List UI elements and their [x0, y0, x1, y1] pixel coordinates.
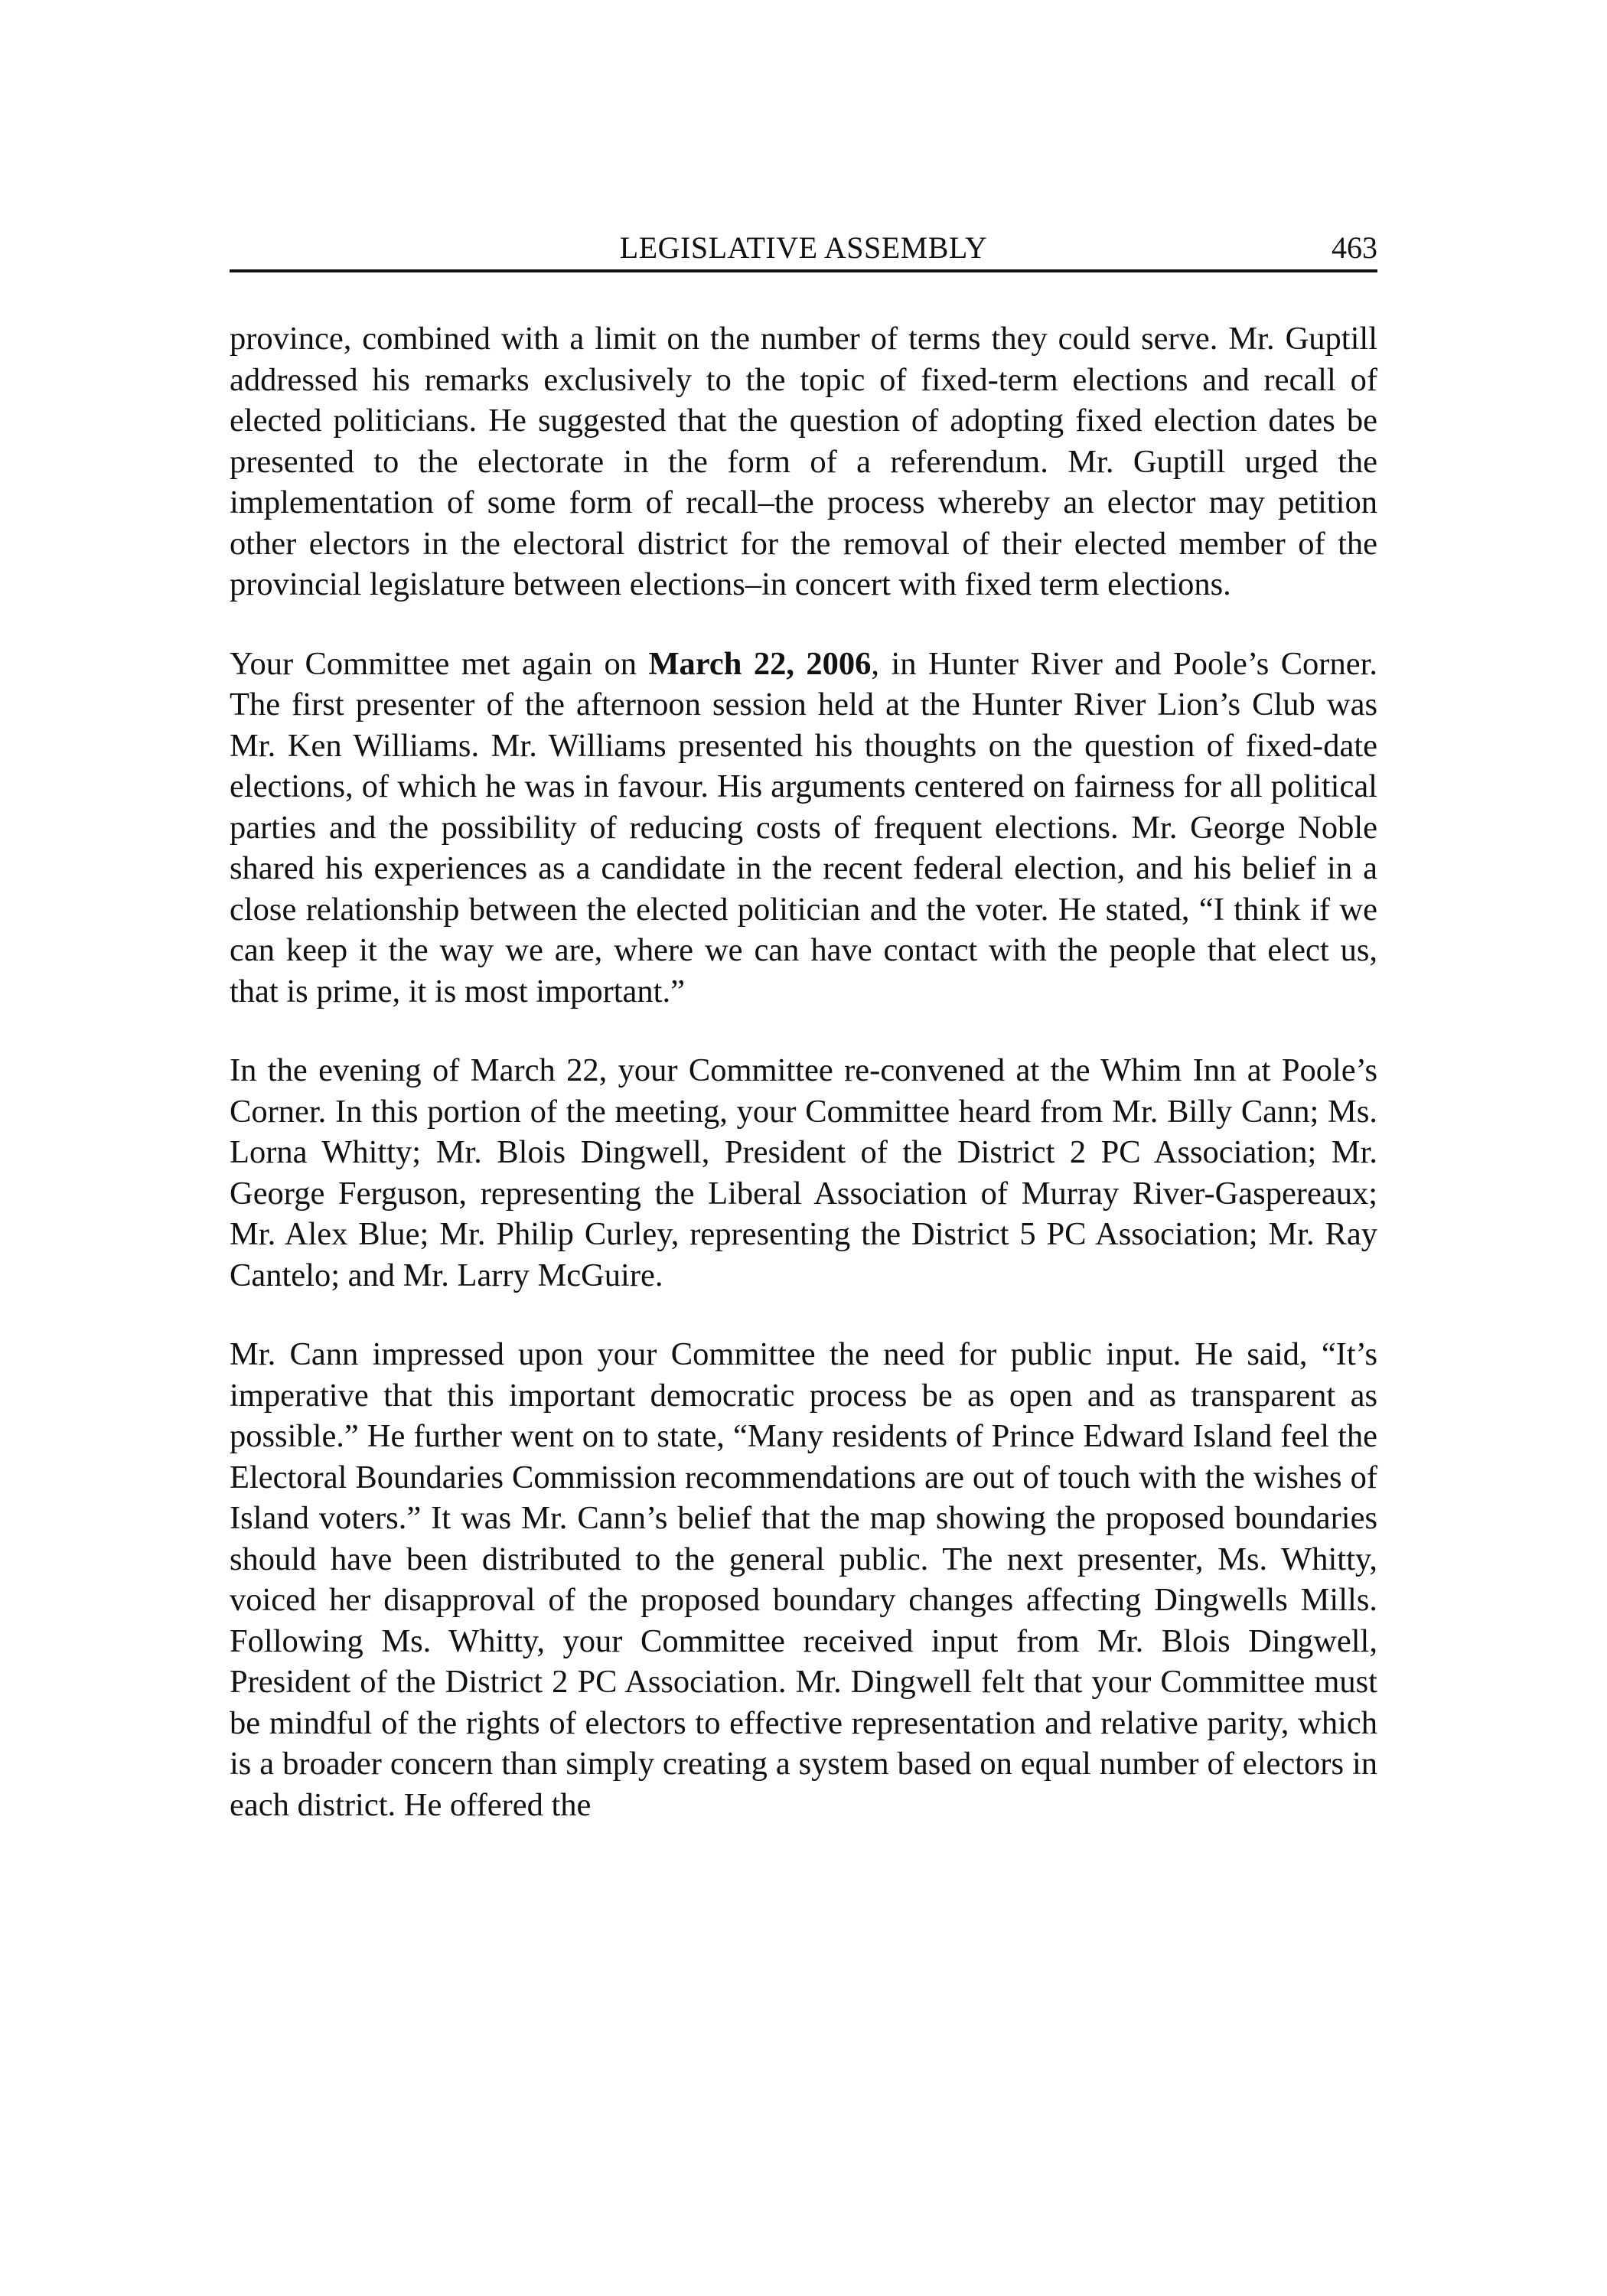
- meeting-date: March 22, 2006: [648, 645, 872, 682]
- paragraph-cann: Mr. Cann impressed upon your Committee the need for public input. He said, “It’s imperative that this important democratic process be as open and as transparent as possible.” He further went on to state, “Many residents of Prince Edward Island feel the Electoral Boundaries Commission recommendations are out of touch with the wishes of Island voters.” It was Mr. Cann’s belief that the map showing the proposed boundaries should have been distributed to the general public. The next presenter, Ms. Whitty, voiced her disapproval of the proposed boundary changes affecting Dingwells Mills. Following Ms. Whitty, your Committee received input from Mr. Blois Dingwell, President of the District 2 PC Association. Mr. Dingwell felt that your Committee must be mindful of the rights of electors to effective representation and relative parity, which is a broader concern than simply creating a system based on equal number of electors in each district. He offered the: [230, 1336, 1377, 1823]
- paragraph-guptill: province, combined with a limit on the number of terms they could serve. Mr. Guptill addressed his remarks exclusively to the topic of fixed-term elections and recall of elected politicians. He suggested that the question of adopting fixed election dates be presented to the electorate in the form of a referendum. Mr. Guptill urged the implementation of some form of recall–the process whereby an elector may petition other electors in the electoral district for the removal of their elected member of the provincial legislature between elections–in concert with fixed term elections.: [230, 321, 1377, 602]
- document-page: [230, 230, 1377, 1864]
- body-text: [230, 318, 1377, 1825]
- paragraph-march-22-afternoon: [230, 644, 1377, 1013]
- paragraph-lead-text: Your Committee met again on: [230, 645, 649, 682]
- running-header: [230, 230, 1377, 272]
- paragraph-march-22-evening: In the evening of March 22, your Committee re-convened at the Whim Inn at Poole’s Corner. In this portion of the meeting, your Committee heard from Mr. Billy Cann; Ms. Lorna Whitty; Mr. Blois Dingwell, President of the District 2 PC Association; Mr. George Ferguson, representing the Liberal Association of Murray River-Gaspereaux; Mr. Alex Blue; Mr. Philip Curley, representing the District 5 PC Association; Mr. Ray Cantelo; and Mr. Larry McGuire.: [230, 1052, 1377, 1293]
- header-title: LEGISLATIVE ASSEMBLY: [619, 230, 988, 265]
- paragraph-continuation-text: , in Hunter River and Poole’s Corner. The first presenter of the afternoon session held at the Hunter River Lion’s Club was Mr. Ken Williams. Mr. Williams presented his thoughts on the question of fixed-date elections, of which he was in favour. His arguments centered on fairness for all political parties and the possibility of reducing costs of frequent elections. Mr. George Noble shared his experiences as a candidate in the recent federal election, and his belief in a close relationship between the elected politician and the voter. He stated, “I think if we can keep it the way we are, where we can have contact with the people that elect us, that is prime, it is most important.”: [230, 645, 1378, 1009]
- page-number: 463: [1332, 230, 1377, 265]
